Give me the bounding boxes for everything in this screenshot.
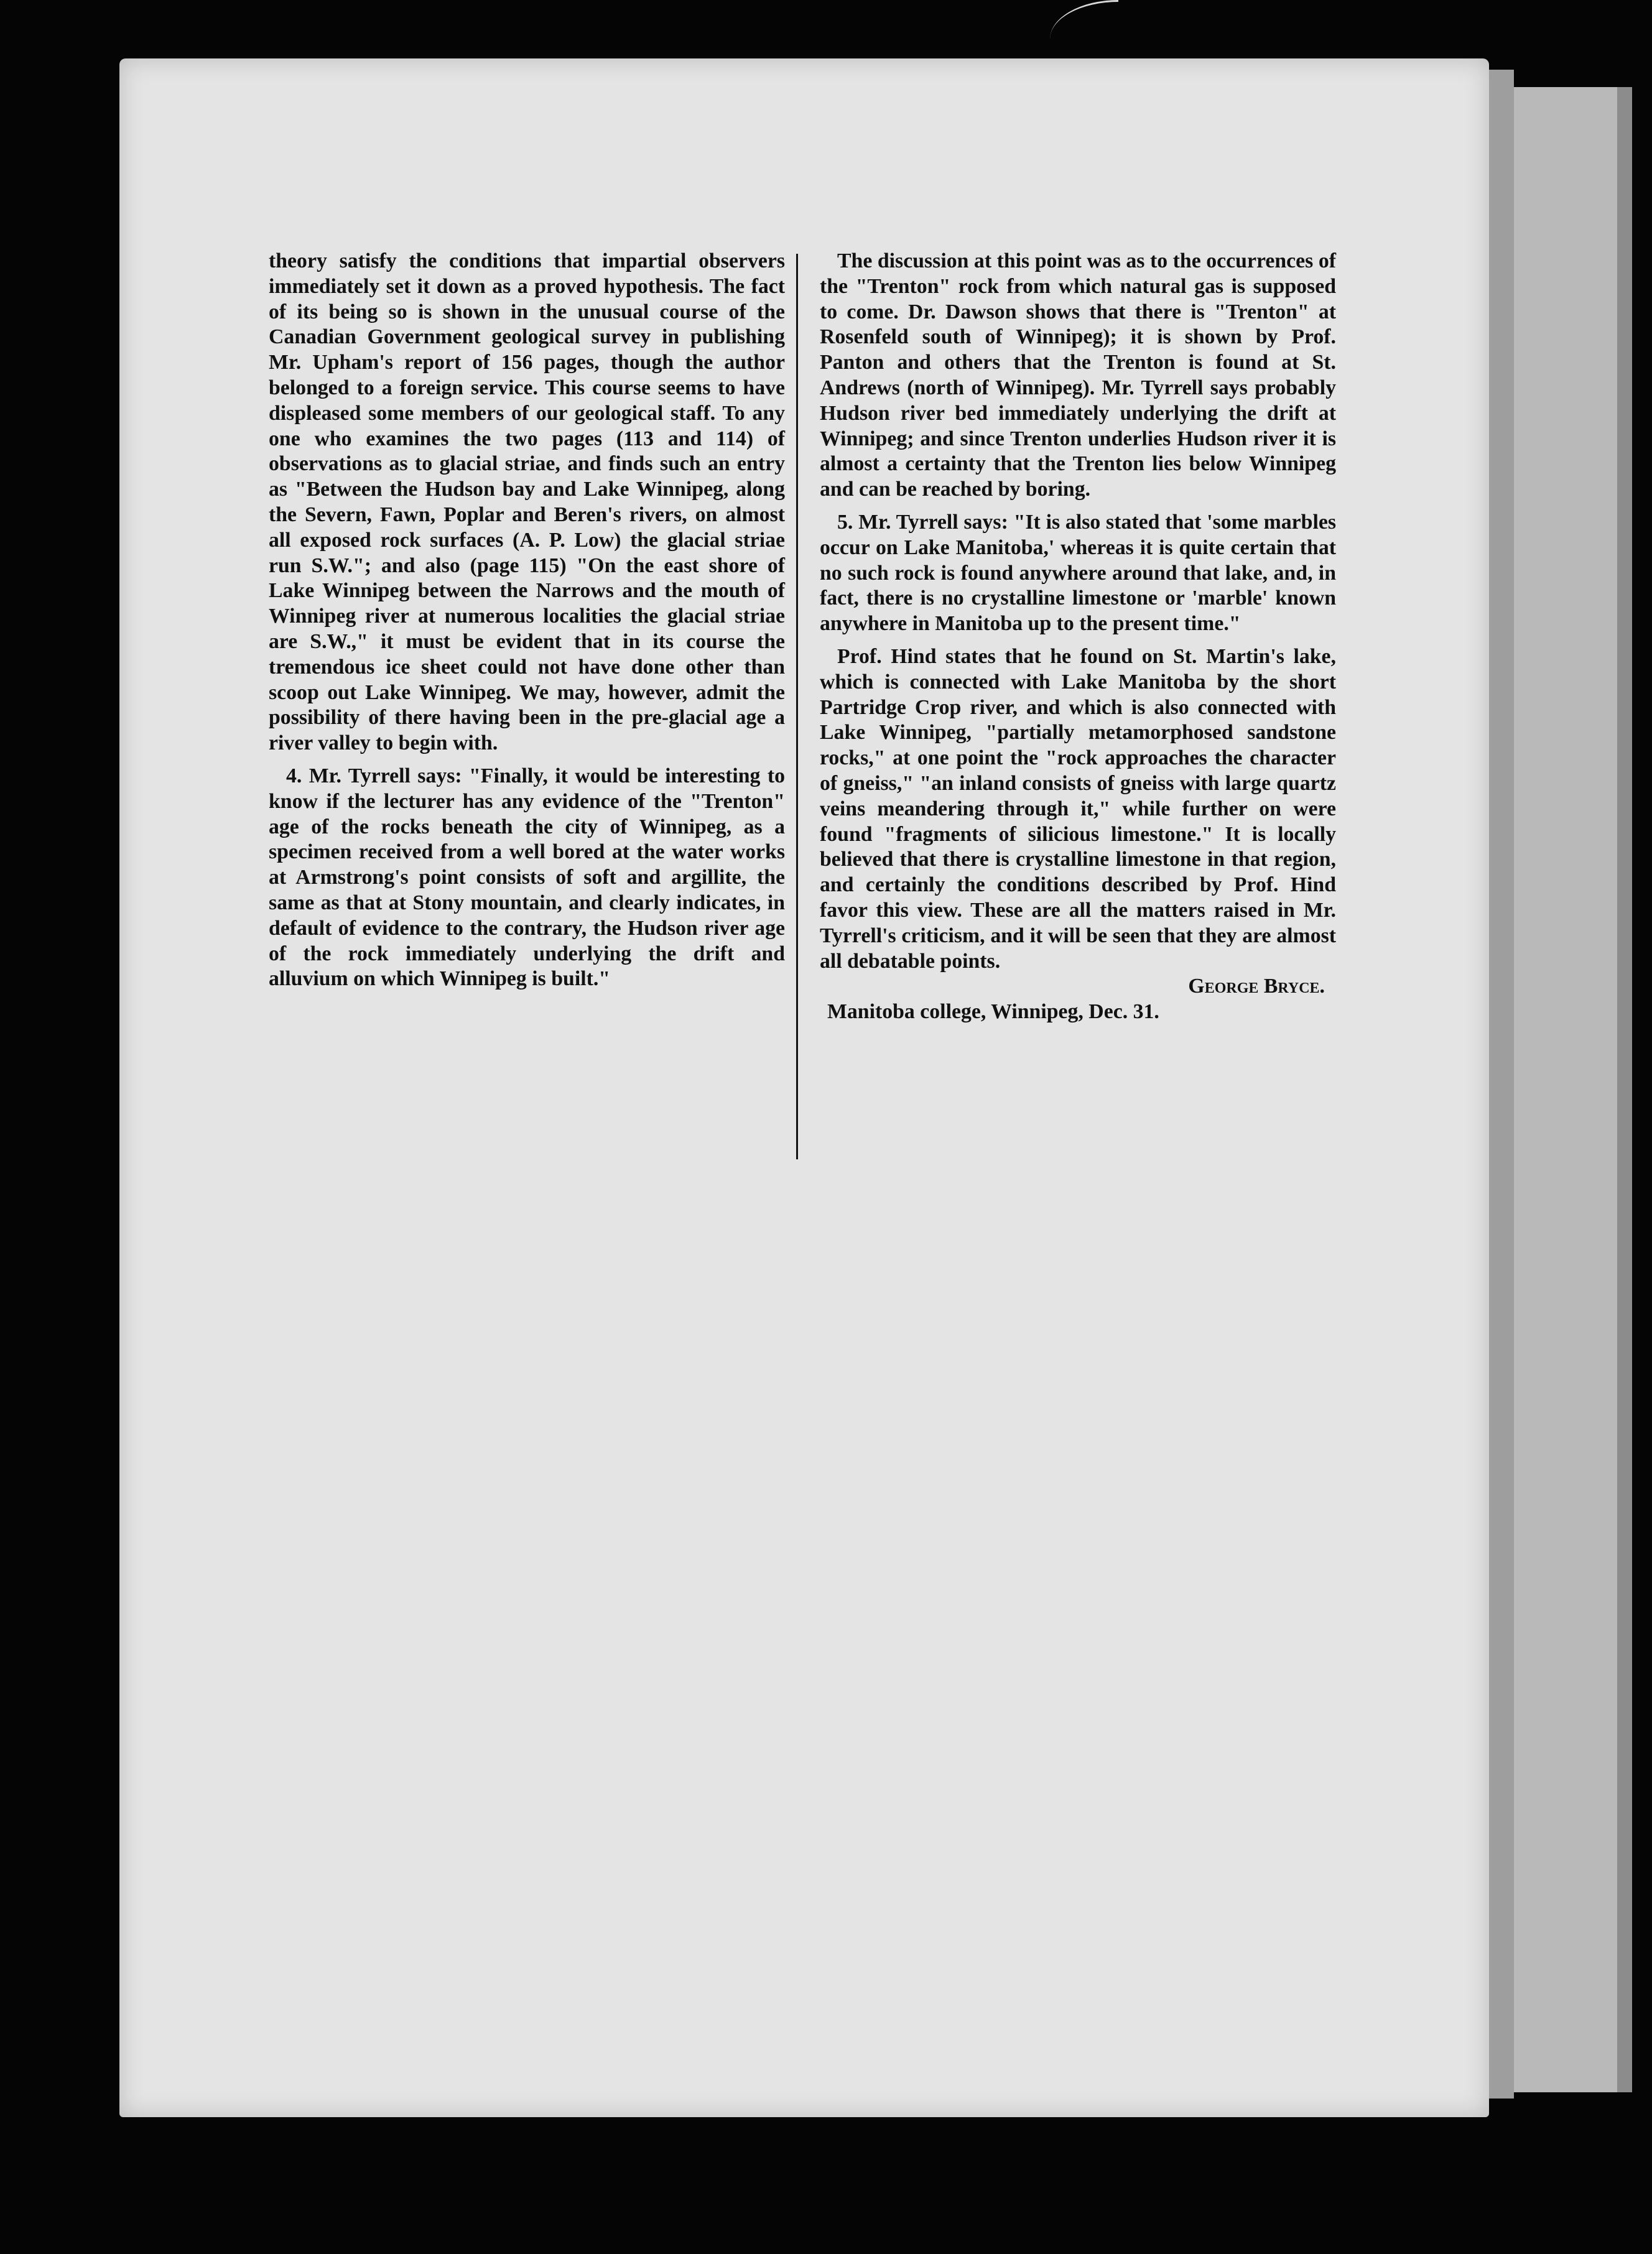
right-column	[820, 249, 1336, 1025]
dateline: Manitoba college, Winnipeg, Dec. 31.	[827, 1000, 1159, 1024]
left-column	[269, 249, 785, 992]
adjacent-leaf	[1514, 87, 1632, 2092]
paragraph-point-5: 5. Mr. Tyrrell says: "It is also stated that 'some marbles occur on Lake Manitoba,' whereas it is quite certain that no such rock is found anywhere around that lake, and, in fact, there is no crystalline limestone or 'marble' known anywhere in Manitoba up to the present time."	[820, 510, 1336, 636]
page-edge	[1489, 70, 1514, 2099]
paragraph-theory: theory satisfy the conditions that impartial observers immediately set it down as a proved hypothesis. The fact of its being so is shown in the unusual course of the Canadian Government geological survey in publishing Mr. Upham's report of 156 pages, though the author belonged to a foreign service. This course seems to have displeased some members of our geological staff. To any one who examines the two pages (113 and 114) of observations as to glacial striae, and finds such an entry as "Between the Hudson bay and Lake Winnipeg, along the Severn, Fawn, Poplar and Beren's rivers, on almost all exposed rock surfaces (A. P. Low) the glacial striae run S.W."; and also (page 115) "On the east shore of Lake Winnipeg between the Narrows and the mouth of Winnipeg river at numerous localities the glacial striae are S.W.," it must be evident that in its course the tremendous ice sheet could not have done other than scoop out Lake Winnipeg. We may, however, admit the possibility of there having been in the pre-glacial age a river valley to begin with.	[269, 249, 785, 755]
paragraph-prof-hind: Prof. Hind states that he found on St. Martin's lake, which is connected with Lake Manitoba by the short Partridge Crop river, and which is also connected with Lake Winnipeg, "partially metamorphosed sandstone rocks," at one point the "rock approaches the character of gneiss," "an inland consists of gneiss with large quartz veins meandering through it," while further on were found "fragments of silicious limestone." It is locally believed that there is crystalline limestone in that region, and certainly the conditions described by Prof. Hind favor this view. These are all the matters raised in Mr. Tyrrell's criticism, and it will be seen that they are almost all debatable points.	[820, 644, 1336, 973]
paragraph-point-4: 4. Mr. Tyrrell says: "Finally, it would be interesting to know if the lecturer has any evidence of the "Trenton" age of the rocks beneath the city of Winnipeg, as a specimen received from a well bored at the water works at Armstrong's point consists of soft and argillite, the same as that at Stony mountain, and clearly indicates, in default of evidence to the contrary, the Hudson river age of the rock immediately underlying the drift and alluvium on which Winnipeg is built."	[269, 764, 785, 991]
column-rule	[796, 254, 798, 1159]
author-signature: George Bryce.	[1188, 975, 1325, 998]
paragraph-trenton-discussion: The discussion at this point was as to the occurrences of the "Trenton" rock from which natural gas is supposed to come. Dr. Dawson shows that there is "Trenton" at Rosenfeld south of Winnipeg); it is shown by Prof. Panton and others that the Trenton is found at St. Andrews (north of Winnipeg). Mr. Tyrrell says probably Hudson river bed immediately underlying the drift at Winnipeg; and since Trenton underlies Hudson river it is almost a certainty that the Trenton lies below Winnipeg and can be reached by boring.	[820, 249, 1336, 501]
film-scratch	[1050, 0, 1118, 39]
